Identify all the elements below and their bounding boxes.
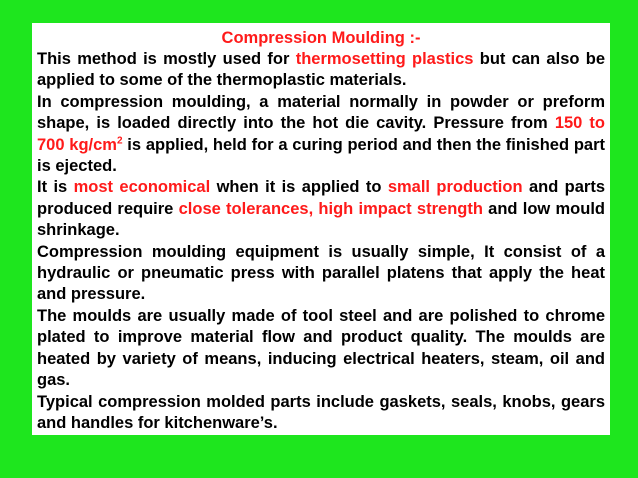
slide-title: Compression Moulding :- [221, 29, 421, 47]
text-span: This method is mostly used for [37, 50, 296, 68]
pressure-superscript: 2 [116, 135, 123, 147]
highlight-tolerances: close tolerances, high impact strength [178, 199, 483, 218]
highlight-small-production: small production [387, 178, 523, 197]
paragraph-typical-parts [37, 392, 605, 435]
text-span: Typical compression molded parts include gaskets, seals, knobs, gears and handles for kitchenware’s. [37, 392, 605, 432]
text-span: when it is applied to [210, 178, 388, 197]
text-span: but can also be applied to some of the thermoplastic materials. [37, 50, 605, 90]
highlight-thermosetting: thermosetting plastics [295, 50, 474, 68]
text-span: The moulds are usually made of tool steel and are polished to chrome plated to improve material flow and product quality. The moulds are heated by variety of means, inducing electrical heaters, steam, oil and gas. [37, 306, 605, 390]
text-span: Compression moulding equipment is usually simple, It consist of a hydraulic or pneumatic press with parallel platens that apply the heat and pressure. [37, 242, 605, 304]
highlight-most-economical: most economical [73, 178, 211, 197]
paragraph-equipment [37, 242, 605, 306]
pressure-value: 150 to 700 kg/cm [37, 114, 606, 154]
paragraph-intro [37, 49, 605, 92]
paragraph-moulds [37, 306, 605, 392]
text-span: and parts produced require [37, 178, 606, 218]
paragraph-process [37, 92, 605, 178]
text-span: is applied, held for a curing period and then the finished part is ejected. [37, 135, 605, 176]
slide-panel [32, 23, 610, 435]
text-span: It is [37, 178, 74, 197]
paragraph-economics [37, 177, 605, 241]
text-span: and low mould shrinkage. [37, 199, 605, 240]
text-span: In compression moulding, a material normally in powder or preform shape, is loaded directly into the hot die cavity. Pressure from [37, 92, 605, 133]
